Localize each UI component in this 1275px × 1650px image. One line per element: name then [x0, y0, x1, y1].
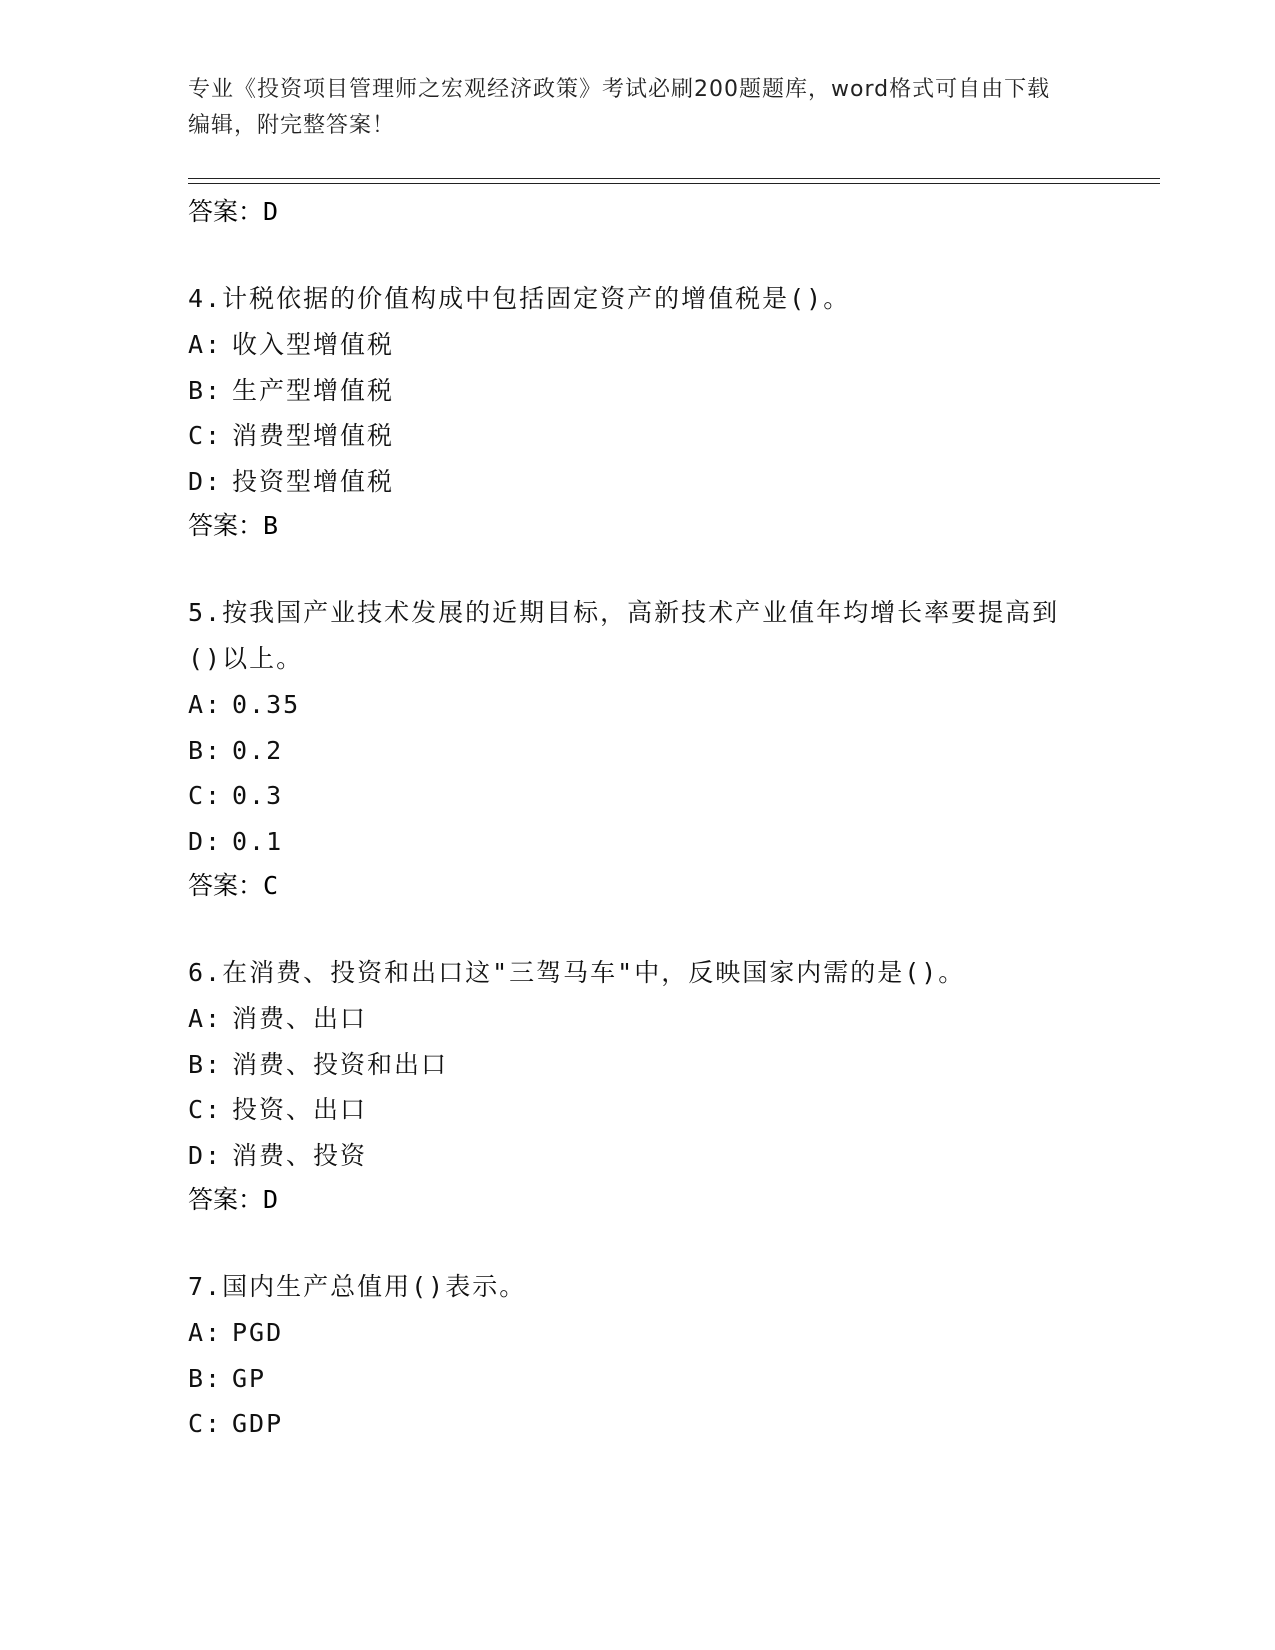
- option-text: 投资、出口: [232, 1095, 368, 1124]
- option-letter: B:: [188, 375, 223, 405]
- option-b: [188, 1042, 1160, 1088]
- option-text: 消费、出口: [232, 1004, 368, 1033]
- header-divider-top: [188, 178, 1160, 179]
- option-text: 投资型增值税: [232, 466, 395, 496]
- answer-line: 答案：B: [188, 511, 279, 540]
- question-block: [188, 950, 1160, 1222]
- option-letter: C:: [188, 421, 223, 450]
- option-letter: A:: [188, 1318, 223, 1347]
- option-b: [188, 368, 1160, 414]
- option-c: [188, 773, 1160, 819]
- option-a: [188, 996, 1160, 1042]
- option-letter: D:: [188, 466, 223, 496]
- question-stem: 4.计税依据的价值构成中包括固定资产的增值税是()。: [188, 284, 851, 313]
- option-text: 消费、投资: [232, 1140, 368, 1170]
- question-stem: 5.按我国产业技术发展的近期目标，高新技术产业值年均增长率要提高到()以上。: [188, 598, 1060, 673]
- question-block: [188, 276, 1160, 548]
- question-list: [188, 190, 1160, 1447]
- option-text: 生产型增值税: [232, 375, 395, 405]
- option-letter: B:: [188, 1049, 223, 1079]
- option-text: 0.1: [232, 826, 284, 856]
- option-text: 0.2: [232, 735, 284, 765]
- option-letter: D:: [188, 826, 223, 856]
- spacer: [188, 548, 1160, 590]
- option-letter: C:: [188, 1409, 223, 1438]
- answer-line: 答案：D: [188, 197, 279, 226]
- option-letter: A:: [188, 330, 223, 359]
- option-a: [188, 322, 1160, 368]
- option-c: [188, 413, 1160, 459]
- option-letter: D:: [188, 1140, 223, 1170]
- answer-line: 答案：C: [188, 871, 279, 900]
- option-a: [188, 1310, 1160, 1356]
- document-header: 专业《投资项目管理师之宏观经济政策》考试必刷200题题库，word格式可自由下载编辑，附完整答案！: [188, 77, 1051, 138]
- option-d: [188, 1133, 1160, 1179]
- option-c: [188, 1401, 1160, 1447]
- question-stem: 7.国内生产总值用()表示。: [188, 1272, 527, 1301]
- spacer: [188, 908, 1160, 950]
- spacer: [188, 1222, 1160, 1264]
- question-block: [188, 1264, 1160, 1447]
- option-letter: C:: [188, 1095, 223, 1124]
- option-text: 收入型增值税: [232, 330, 395, 359]
- option-text: GDP: [232, 1409, 284, 1438]
- option-d: [188, 819, 1160, 865]
- option-letter: A:: [188, 1004, 223, 1033]
- option-text: 消费型增值税: [232, 421, 395, 450]
- option-letter: B:: [188, 1363, 223, 1393]
- spacer: [188, 234, 1160, 276]
- option-text: PGD: [232, 1318, 284, 1347]
- option-c: [188, 1087, 1160, 1133]
- option-letter: A:: [188, 690, 223, 719]
- option-text: GP: [232, 1363, 267, 1393]
- option-b: [188, 728, 1160, 774]
- header-divider-bottom: [188, 183, 1160, 184]
- question-block: [188, 590, 1160, 908]
- option-a: [188, 682, 1160, 728]
- option-letter: C:: [188, 781, 223, 810]
- option-text: 0.3: [232, 781, 284, 810]
- answer-line: 答案：D: [188, 1185, 279, 1214]
- option-d: [188, 459, 1160, 505]
- option-b: [188, 1356, 1160, 1402]
- question-stem: 6.在消费、投资和出口这"三驾马车"中，反映国家内需的是()。: [188, 958, 966, 987]
- option-letter: B:: [188, 735, 223, 765]
- option-text: 消费、投资和出口: [232, 1049, 449, 1079]
- option-text: 0.35: [232, 690, 301, 719]
